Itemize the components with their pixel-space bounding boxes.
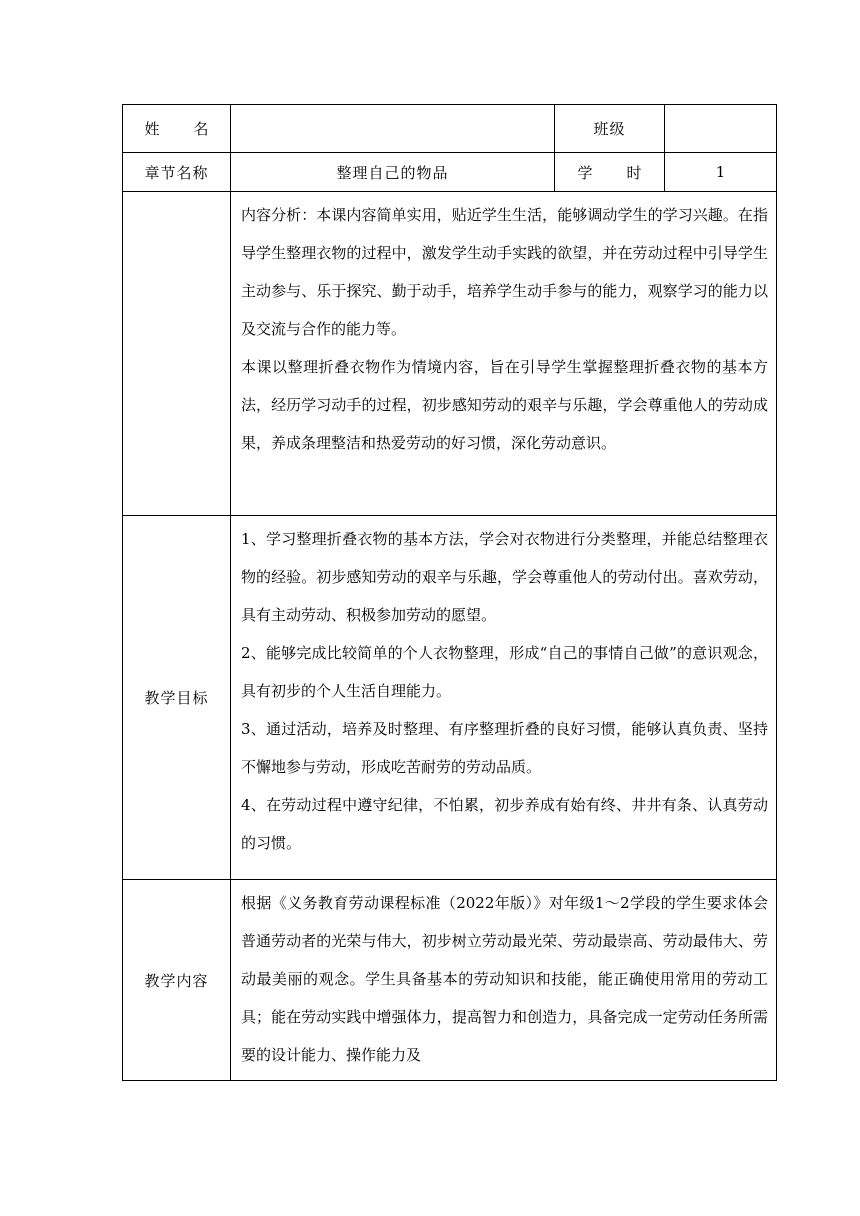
lesson-plan-table xyxy=(122,104,777,1081)
name-label-char-1: 姓 xyxy=(144,120,160,138)
objectives-label: 教学目标 xyxy=(123,516,231,880)
analysis-content xyxy=(231,192,777,516)
class-label: 班级 xyxy=(555,105,665,153)
name-label-char-2: 名 xyxy=(193,120,209,138)
hours-label xyxy=(555,153,665,192)
analysis-paragraph: 本课以整理折叠衣物作为情境内容，旨在引导学生掌握整理折叠衣物的基本方法，经历学习动手的过程，初步感知劳动的艰辛与乐趣，学会尊重他人的劳动成果，养成条理整洁和热爱劳动的好习惯，深化劳动意识。 xyxy=(241,358,768,452)
class-field[interactable] xyxy=(665,105,777,153)
objectives-paragraph: 2、能够完成比较简单的个人衣物整理，形成“自己的事情自己做”的意识观念，具有初步的个人生活自理能力。 xyxy=(241,644,768,700)
hours-label-char-1: 学 xyxy=(577,163,593,182)
objectives-paragraph: 4、在劳动过程中遵守纪律，不怕累，初步养成有始有终、井井有条、认真劳动的习惯。 xyxy=(241,796,768,852)
analysis-paragraph: 内容分析：本课内容简单实用，贴近学生生活，能够调动学生的学习兴趣。在指导学生整理衣物的过程中，激发学生动手实践的欲望，并在劳动过程中引导学生主动参与、乐于探究、勤于动手，培养学生动手参与的能力，观察学习的能力以及交流与合作的能力等。 xyxy=(241,206,768,338)
objectives-paragraph: 1、学习整理折叠衣物的基本方法，学会对衣物进行分类整理，并能总结整理衣物的经验。初步感知劳动的艰辛与乐趣，学会尊重他人的劳动付出。喜欢劳动，具有主动劳动、积极参加劳动的愿望。 xyxy=(241,530,768,624)
name-class-row xyxy=(123,105,777,153)
name-field[interactable] xyxy=(231,105,555,153)
contents-paragraph: 根据《义务教育劳动课程标准（2022年版）》对年级1～2学段的学生要求体会普通劳动者的光荣与伟大，初步树立劳动最光荣、劳动最崇高、劳动最伟大、劳动最美丽的观念。学生具备基本的劳动知识和技能，能正确使用常用的劳动工具；能在劳动实践中增强体力，提高智力和创造力，具备完成一定劳动任务所需要的设计能力、操作能力及 xyxy=(241,894,768,1064)
contents-row xyxy=(123,880,777,1081)
objectives-content xyxy=(231,516,777,880)
objectives-row xyxy=(123,516,777,880)
objectives-paragraph: 3、通过活动，培养及时整理、有序整理折叠的良好习惯，能够认真负责、坚持不懈地参与劳动，形成吃苦耐劳的劳动品质。 xyxy=(241,720,768,776)
analysis-row xyxy=(123,192,777,516)
contents-label: 教学内容 xyxy=(123,880,231,1081)
name-label xyxy=(123,105,231,153)
contents-content xyxy=(231,880,777,1081)
chapter-row xyxy=(123,153,777,192)
chapter-title: 整理自己的物品 xyxy=(231,153,555,192)
chapter-label: 章节名称 xyxy=(123,153,231,192)
analysis-label xyxy=(123,192,231,516)
hours-value: 1 xyxy=(665,153,777,192)
hours-label-char-2: 时 xyxy=(626,163,642,182)
